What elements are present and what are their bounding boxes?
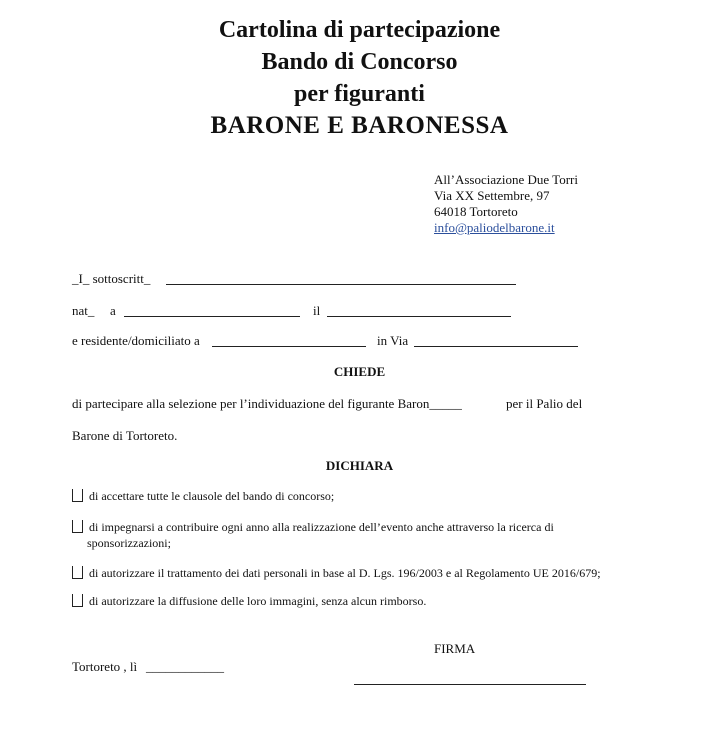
declaration-text: di autorizzare il trattamento dei dati personali in base al D. Lgs. 196/2003 e al Regolamento UE 2016/679; [89,566,601,580]
signature-field[interactable] [354,684,586,685]
checkbox[interactable] [72,566,83,579]
via-label: in Via [377,333,409,348]
declaration-item [72,520,554,535]
title-line-1: Cartolina di partecipazione [218,17,501,43]
birthdate-field[interactable] [327,316,511,317]
firma-label: FIRMA [434,641,476,656]
street-field[interactable] [414,346,578,347]
chiede-line-1-end: per il Palio del [506,396,583,411]
residente-label: e residente/domiciliato a [72,333,200,348]
form-title [0,14,719,142]
checkbox[interactable] [72,594,83,607]
dichiara-heading: DICHIARA [325,458,394,473]
declaration-item [72,489,334,504]
declaration-text: di accettare tutte le clausole del bando di concorso; [89,489,335,503]
chiede-heading: CHIEDE [333,364,386,379]
declaration-text-continuation: sponsorizzazioni; [87,536,171,550]
sottoscritto-field[interactable] [166,284,516,285]
email-link[interactable]: info@paliodelbarone.it [434,220,555,235]
checkbox[interactable] [72,489,83,502]
address-line-2: Via XX Settembre, 97 [434,188,550,203]
sottoscritto-label: _I_ sottoscritt_ [72,271,151,286]
place-label: Tortoreto , lì [72,659,138,674]
recipient-address [434,172,578,236]
title-line-4: BARONE E BARONESSA [210,112,509,139]
title-line-2: Bando di Concorso [261,49,458,75]
a-label: a [110,303,116,318]
nato-label: nat_ [72,303,95,318]
declaration-item [72,566,601,581]
il-label: il [313,303,321,318]
birthplace-field[interactable] [124,316,300,317]
title-line-3: per figuranti [294,81,425,107]
checkbox[interactable] [72,520,83,533]
address-line-1: All’Associazione Due Torri [434,172,578,187]
chiede-line-2: Barone di Tortoreto. [72,428,178,443]
date-field[interactable]: ____________ [146,659,224,674]
chiede-line-1: di partecipare alla selezione per l’individuazione del figurante Baron_____ [72,396,462,411]
declaration-text: di impegnarsi a contribuire ogni anno alla realizzazione dell’evento anche attraverso la ricerca di [89,520,554,534]
declaration-item [72,594,426,609]
residence-city-field[interactable] [212,346,366,347]
declaration-text: di autorizzare la diffusione delle loro immagini, senza alcun rimborso. [89,594,427,608]
address-line-3: 64018 Tortoreto [434,204,518,219]
